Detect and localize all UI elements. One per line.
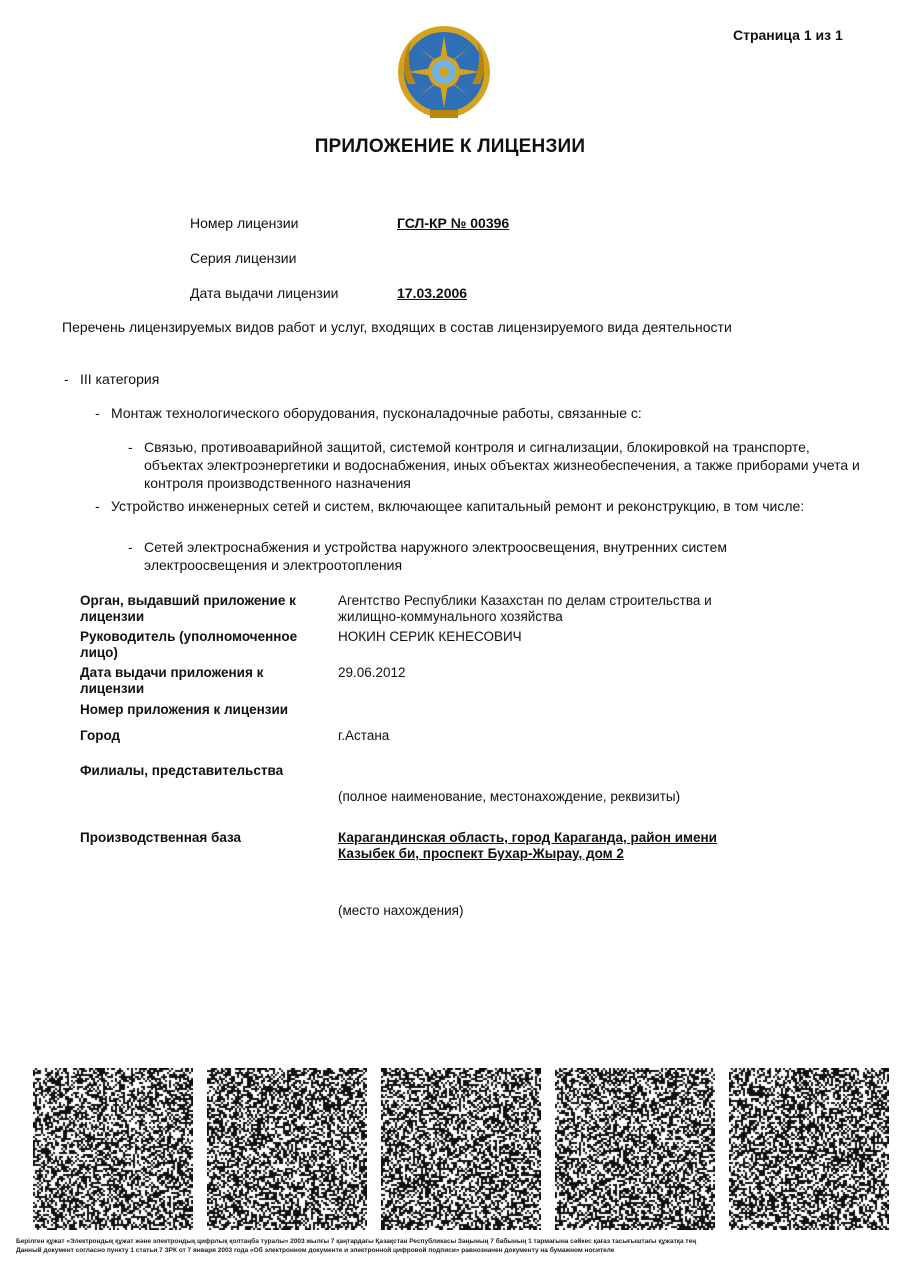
list-item <box>95 497 861 515</box>
document-title: ПРИЛОЖЕНИЕ К ЛИЦЕНЗИИ <box>314 136 586 157</box>
head-label: Руководитель (уполномоченное лицо) <box>80 629 298 660</box>
list-bullet: - <box>64 371 69 387</box>
state-emblem-icon <box>394 22 494 122</box>
footer-line-ru: Данный документ согласно пункту 1 статьи 7 ЗРК от 7 января 2003 года «Об электронном документе и электронной цифровой подписи» равнозначен документу на бумажном носителе <box>16 1246 615 1254</box>
legal-footer <box>16 1238 884 1255</box>
issuing-organ-value: Агентство Республики Казахстан по делам строительства и жилищно-коммунального хозяйства <box>338 593 712 624</box>
license-number-label: Номер лицензии <box>190 215 299 231</box>
list-item-text: Монтаж технологического оборудования, пусконаладочные работы, связанные с: <box>111 405 642 421</box>
list-item-text: Связью, противоаварийной защитой, системой контроля и сигнализации, блокировкой на транспорте, объектах электроэнергетики и водоснабжения, иных объектах жизнеобеспечения, а также приборами учета и контроля производственного назначения <box>144 439 860 491</box>
page-number: Страница 1 из 1 <box>733 27 843 43</box>
list-bullet: - <box>128 539 133 555</box>
list-item <box>128 538 834 574</box>
city-value: г.Астана <box>338 728 390 743</box>
list-bullet: - <box>95 498 100 514</box>
barcode <box>555 1068 715 1230</box>
license-date-value: 17.03.2006 <box>397 285 468 301</box>
footer-line-kz: Берілген құжат «Электрондық құжат және электрондық цифрлық қолтаңба туралы» 2003 жылғы 7 қаңтардағы Қазақстан Республикасы Заңының 7 бабының 1 тармағына сәйкес қағаз тасығыштағы құжатқа тең <box>16 1238 697 1245</box>
barcode <box>207 1068 367 1230</box>
list-item-text: Сетей электроснабжения и устройства наружного электроосвещения, внутренних систем электроосвещения и электроотопления <box>144 539 727 573</box>
production-base-label: Производственная база <box>80 830 242 845</box>
licensed-works-intro: Перечень лицензируемых видов работ и услуг, входящих в состав лицензируемого вида деятельности <box>62 319 732 335</box>
appendix-issue-date-value: 29.06.2012 <box>338 665 406 680</box>
barcode <box>729 1068 889 1230</box>
branches-note: (полное наименование, местонахождение, реквизиты) <box>338 789 681 804</box>
city-label: Город <box>80 728 121 743</box>
list-item <box>64 370 840 388</box>
list-item <box>128 438 869 492</box>
appendix-number-label: Номер приложения к лицензии <box>80 702 289 717</box>
branches-label: Филиалы, представительства <box>80 763 284 778</box>
list-item-text: Устройство инженерных сетей и систем, включающее капитальный ремонт и реконструкцию, в том числе: <box>111 498 805 514</box>
appendix-issue-date-label: Дата выдачи приложения к лицензии <box>80 665 264 696</box>
barcode <box>33 1068 193 1230</box>
list-bullet: - <box>128 439 133 455</box>
production-base-line2: Казыбек би, проспект Бухар-Жырау, дом 2 <box>338 846 624 861</box>
production-base-value <box>338 830 768 862</box>
list-item-text: III категория <box>80 371 160 387</box>
license-number-value: ГСЛ-КР № 00396 <box>397 215 510 231</box>
list-item <box>95 404 851 422</box>
license-series-label: Серия лицензии <box>190 250 297 266</box>
production-base-line1: Карагандинская область, город Караганда, район имени <box>338 830 717 845</box>
license-date-label: Дата выдачи лицензии <box>190 285 339 301</box>
barcode-strip <box>33 1068 893 1230</box>
barcode <box>381 1068 541 1230</box>
issuing-organ-label: Орган, выдавший приложение к лицензии <box>80 593 296 624</box>
list-bullet: - <box>95 405 100 421</box>
head-value: НОКИН СЕРИК КЕНЕСОВИЧ <box>338 629 522 644</box>
production-base-note: (место нахождения) <box>338 903 464 918</box>
